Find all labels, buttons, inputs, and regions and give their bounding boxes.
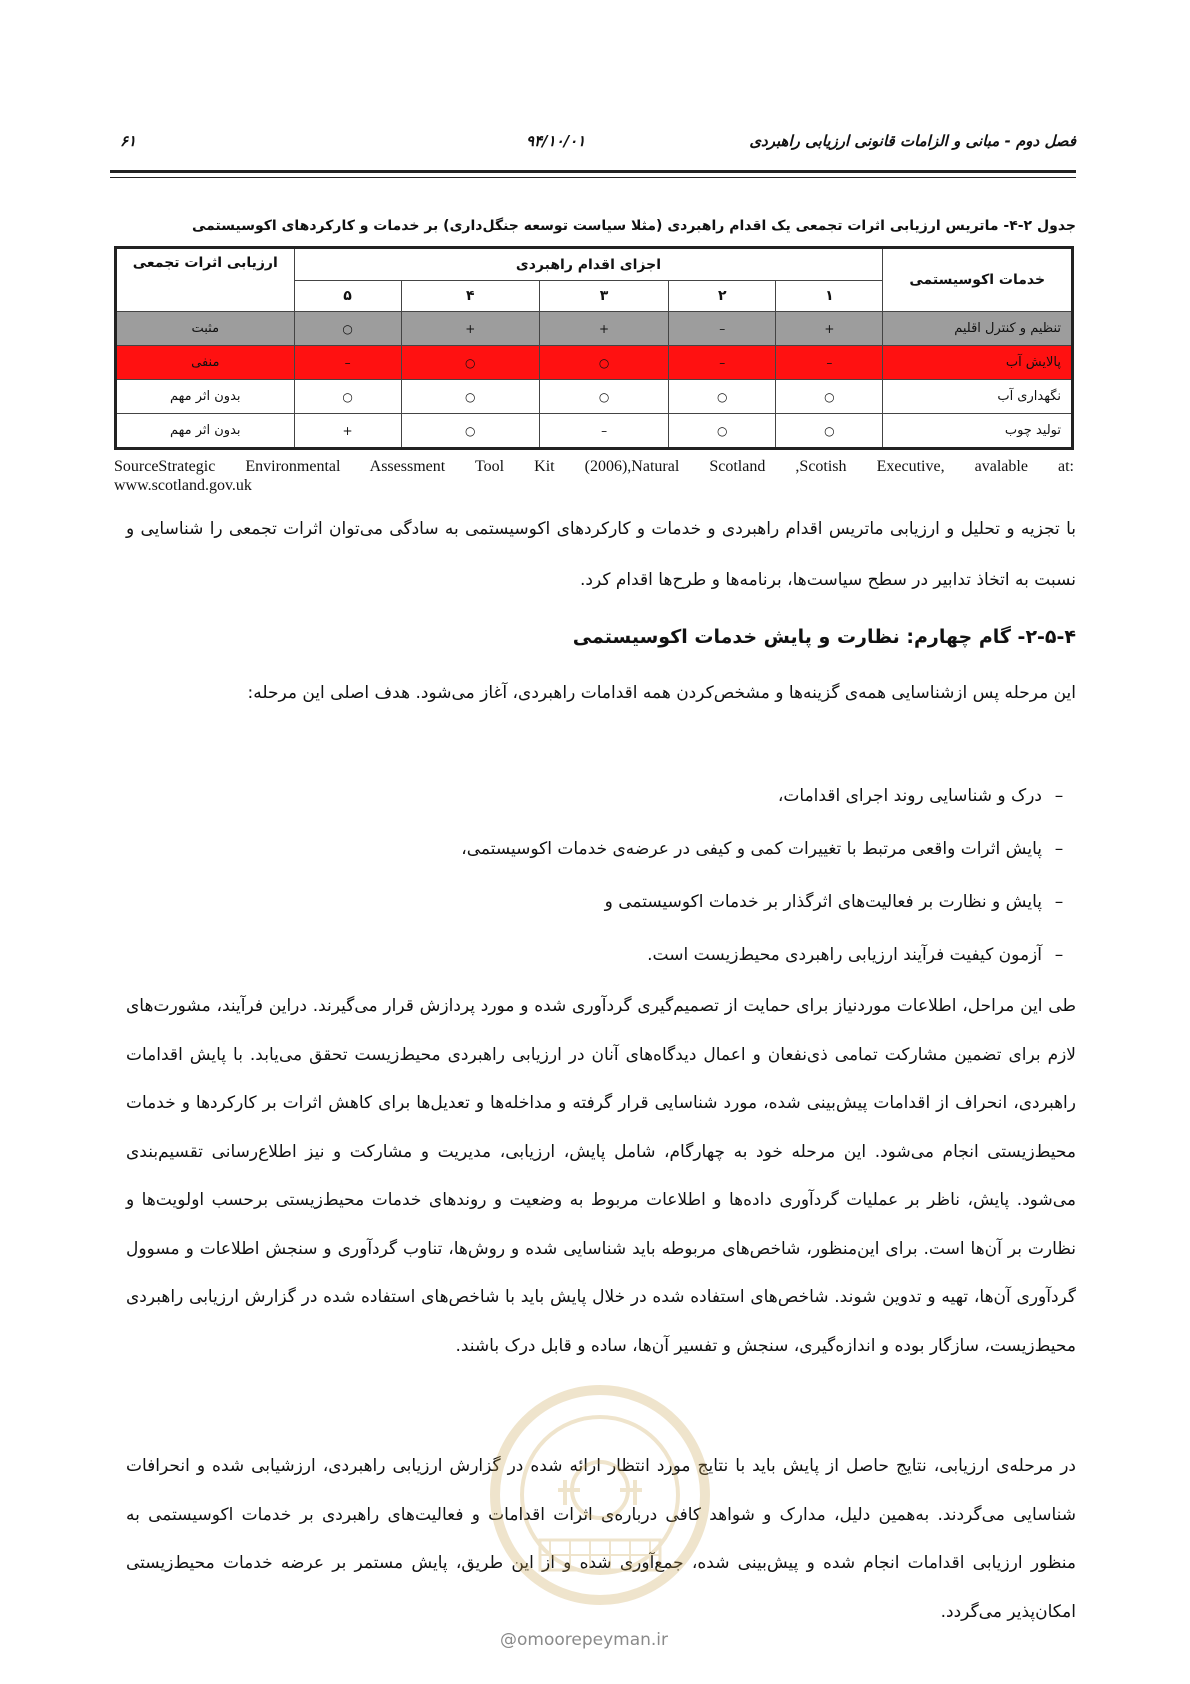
section-heading: ۲-۵-۴- گام چهارم: نظارت و پایش خدمات اکوسیستمی xyxy=(572,626,1076,648)
body-paragraph-2: در مرحله‌ی ارزیابی، نتایج حاصل از پایش باید با نتایج مورد انتظار ارائه شده در گزارش ارزیابی راهبردی، ارزشیابی شده و انحرافات شناسایی می‌گردند. به‌همین دلیل، مدارک و شواهد کافی درباره‌ی اثرات اقدامات و فعالیت‌های راهبردی بر خدمات اکوسیستمی به منظور ارزیابی اقدامات انجام شده و پیش‌بینی شده، جمع‌آوری شده و از این طریق، پایش مستمر بر عرضه خدمات محیط‌زیستی امکان‌پذیر می‌گردد. xyxy=(126,1456,1076,1622)
impact-cell: ○ xyxy=(539,380,668,414)
impact-cell: + xyxy=(294,414,401,449)
list-item xyxy=(461,876,1076,929)
dash-marker: – xyxy=(1054,786,1064,806)
impact-cell: + xyxy=(401,312,539,346)
list-item xyxy=(461,823,1076,876)
service-name: تنظیم و کنترل اقلیم xyxy=(883,312,1073,346)
list-item-text: پایش اثرات واقعی مرتبط با تغییرات کمی و کیفی در عرضه‌ی خدمات اکوسیستمی، xyxy=(461,839,1042,859)
impact-cell: – xyxy=(294,346,401,380)
cumulative-impact-matrix xyxy=(114,246,1074,450)
impact-cell: ○ xyxy=(539,346,668,380)
evaluation-cell: مثبت xyxy=(116,312,295,346)
header-date: ۹۴/۱۰/۰۱ xyxy=(526,132,586,150)
table-row xyxy=(116,414,1073,449)
impact-cell: ○ xyxy=(401,346,539,380)
impact-cell: ○ xyxy=(669,380,776,414)
source-line-2: www.scotland.gov.uk xyxy=(114,477,252,494)
impact-cell: ○ xyxy=(669,414,776,449)
impact-cell: ○ xyxy=(294,380,401,414)
list-item-text: درک و شناسایی روند اجرای اقدامات، xyxy=(777,786,1042,806)
impact-cell: ○ xyxy=(294,312,401,346)
table-source xyxy=(114,457,1074,495)
impact-cell: – xyxy=(539,414,668,449)
component-number: ۲ xyxy=(669,281,776,312)
table-caption: جدول ۲-۴- ماتریس ارزیابی اثرات تجمعی یک اقدام راهبردی (مثلا سیاست توسعه جنگل‌داری) بر خدمات و کارکردهای اکوسیستمی xyxy=(191,218,1076,234)
service-name: نگهداری آب xyxy=(883,380,1073,414)
page-number: ۶۱ xyxy=(120,132,137,150)
impact-cell: + xyxy=(539,312,668,346)
service-name: پالایش آب xyxy=(883,346,1073,380)
impact-cell: ○ xyxy=(401,414,539,449)
header-services: خدمات اکوسیستمی xyxy=(883,248,1073,312)
evaluation-cell: بدون اثر مهم xyxy=(116,414,295,449)
impact-cell: ○ xyxy=(776,380,883,414)
header-components: اجزای اقدام راهبردی xyxy=(294,248,883,281)
list-item xyxy=(461,770,1076,823)
evaluation-cell: منفی xyxy=(116,346,295,380)
watermark-url: @omoorepeyman.ir xyxy=(500,1630,669,1650)
service-name: تولید چوب xyxy=(883,414,1073,449)
component-number: ۱ xyxy=(776,281,883,312)
intro-paragraph: با تجزیه و تحلیل و ارزیابی ماتریس اقدام راهبردی و خدمات و کارکردهای اکوسیستمی به سادگی می‌توان اثرات تجمعی را شناسایی و نسبت به اتخاذ تدابیر در سطح سیاست‌ها، برنامه‌ها و طرح‌ها اقدام کرد. xyxy=(126,519,1076,590)
table-row xyxy=(116,312,1073,346)
seal-watermark-icon xyxy=(480,1380,720,1610)
impact-cell: – xyxy=(776,346,883,380)
bullet-list xyxy=(461,770,1076,982)
dash-marker: – xyxy=(1054,892,1064,912)
list-item-text: پایش و نظارت بر فعالیت‌های اثرگذار بر خدمات اکوسیستمی و xyxy=(604,892,1042,912)
impact-cell: + xyxy=(776,312,883,346)
body-paragraph-1: طی این مراحل، اطلاعات موردنیاز برای حمایت از تصمیم‌گیری گردآوری شده و مورد پردازش قرار می‌گیرند. دراین فرآیند، مشورت‌های لازم برای تضمین مشارکت تمامی ذی‌نفعان و اعمال دیدگاه‌های آنان در ارزیابی راهبردی محیط‌زیست تحقق می‌یابد. با پایش اقدامات راهبردی، انحراف از اقدامات پیش‌بینی شده، مورد شناسایی قرار گرفته و مداخله‌ها و تعدیل‌ها برای کاهش اثرات بر کارکردها و خدمات محیط‌زیستی انجام می‌شود. این مرحله خود به چهارگام، شامل پایش، ارزیابی، مدیریت و مشارکت و نیز اطلاع‌رسانی تقسیم‌بندی می‌شود. پایش، ناظر بر عملیات گردآوری داده‌ها و اطلاعات مربوط به وضعیت و روندهای خدمات محیط‌زیستی برحسب اولویت‌ها و نظارت بر آن‌ها است. برای این‌منظور، شاخص‌های مربوطه باید شناسایی شده و روش‌ها، تناوب گردآوری و سنجش اطلاعات و مسوول گردآوری آن‌ها، تهیه و تدوین شوند. شاخص‌های استفاده شده در خلال پایش باید با شاخص‌های استفاده شده در گزارش ارزیابی راهبردی محیط‌زیست، سازگار بوده و اندازه‌گیری، سنجش و تفسیر آن‌ها، ساده و قابل درک باشند. xyxy=(126,996,1076,1356)
impact-cell: ○ xyxy=(776,414,883,449)
evaluation-cell: بدون اثر مهم xyxy=(116,380,295,414)
section-intro: این مرحله پس ازشناسایی همه‌ی گزینه‌ها و مشخص‌کردن همه اقدامات راهبردی، آغاز می‌شود. هدف اصلی این مرحله: xyxy=(247,683,1076,703)
header-evaluation: ارزیابی اثرات تجمعی xyxy=(116,248,295,312)
source-line-1: SourceStrategic Environmental Assessment Tool Kit (2006),Natural Scotland ,Scotish Executive, avalable at: xyxy=(114,458,1074,475)
dash-marker: – xyxy=(1054,945,1064,965)
page-header xyxy=(110,130,1076,173)
table-row xyxy=(116,380,1073,414)
dash-marker: – xyxy=(1054,839,1064,859)
component-number: ۴ xyxy=(401,281,539,312)
component-number: ۵ xyxy=(294,281,401,312)
chapter-title: فصل دوم - مبانی و الزامات قانونی ارزیابی راهبردی xyxy=(749,132,1076,150)
table-row xyxy=(116,346,1073,380)
impact-cell: – xyxy=(669,346,776,380)
header-rule xyxy=(110,177,1076,178)
impact-cell: ○ xyxy=(401,380,539,414)
list-item xyxy=(461,929,1076,982)
component-number: ۳ xyxy=(539,281,668,312)
impact-cell: – xyxy=(669,312,776,346)
list-item-text: آزمون کیفیت فرآیند ارزیابی راهبردی محیط‌زیست است. xyxy=(647,945,1042,965)
